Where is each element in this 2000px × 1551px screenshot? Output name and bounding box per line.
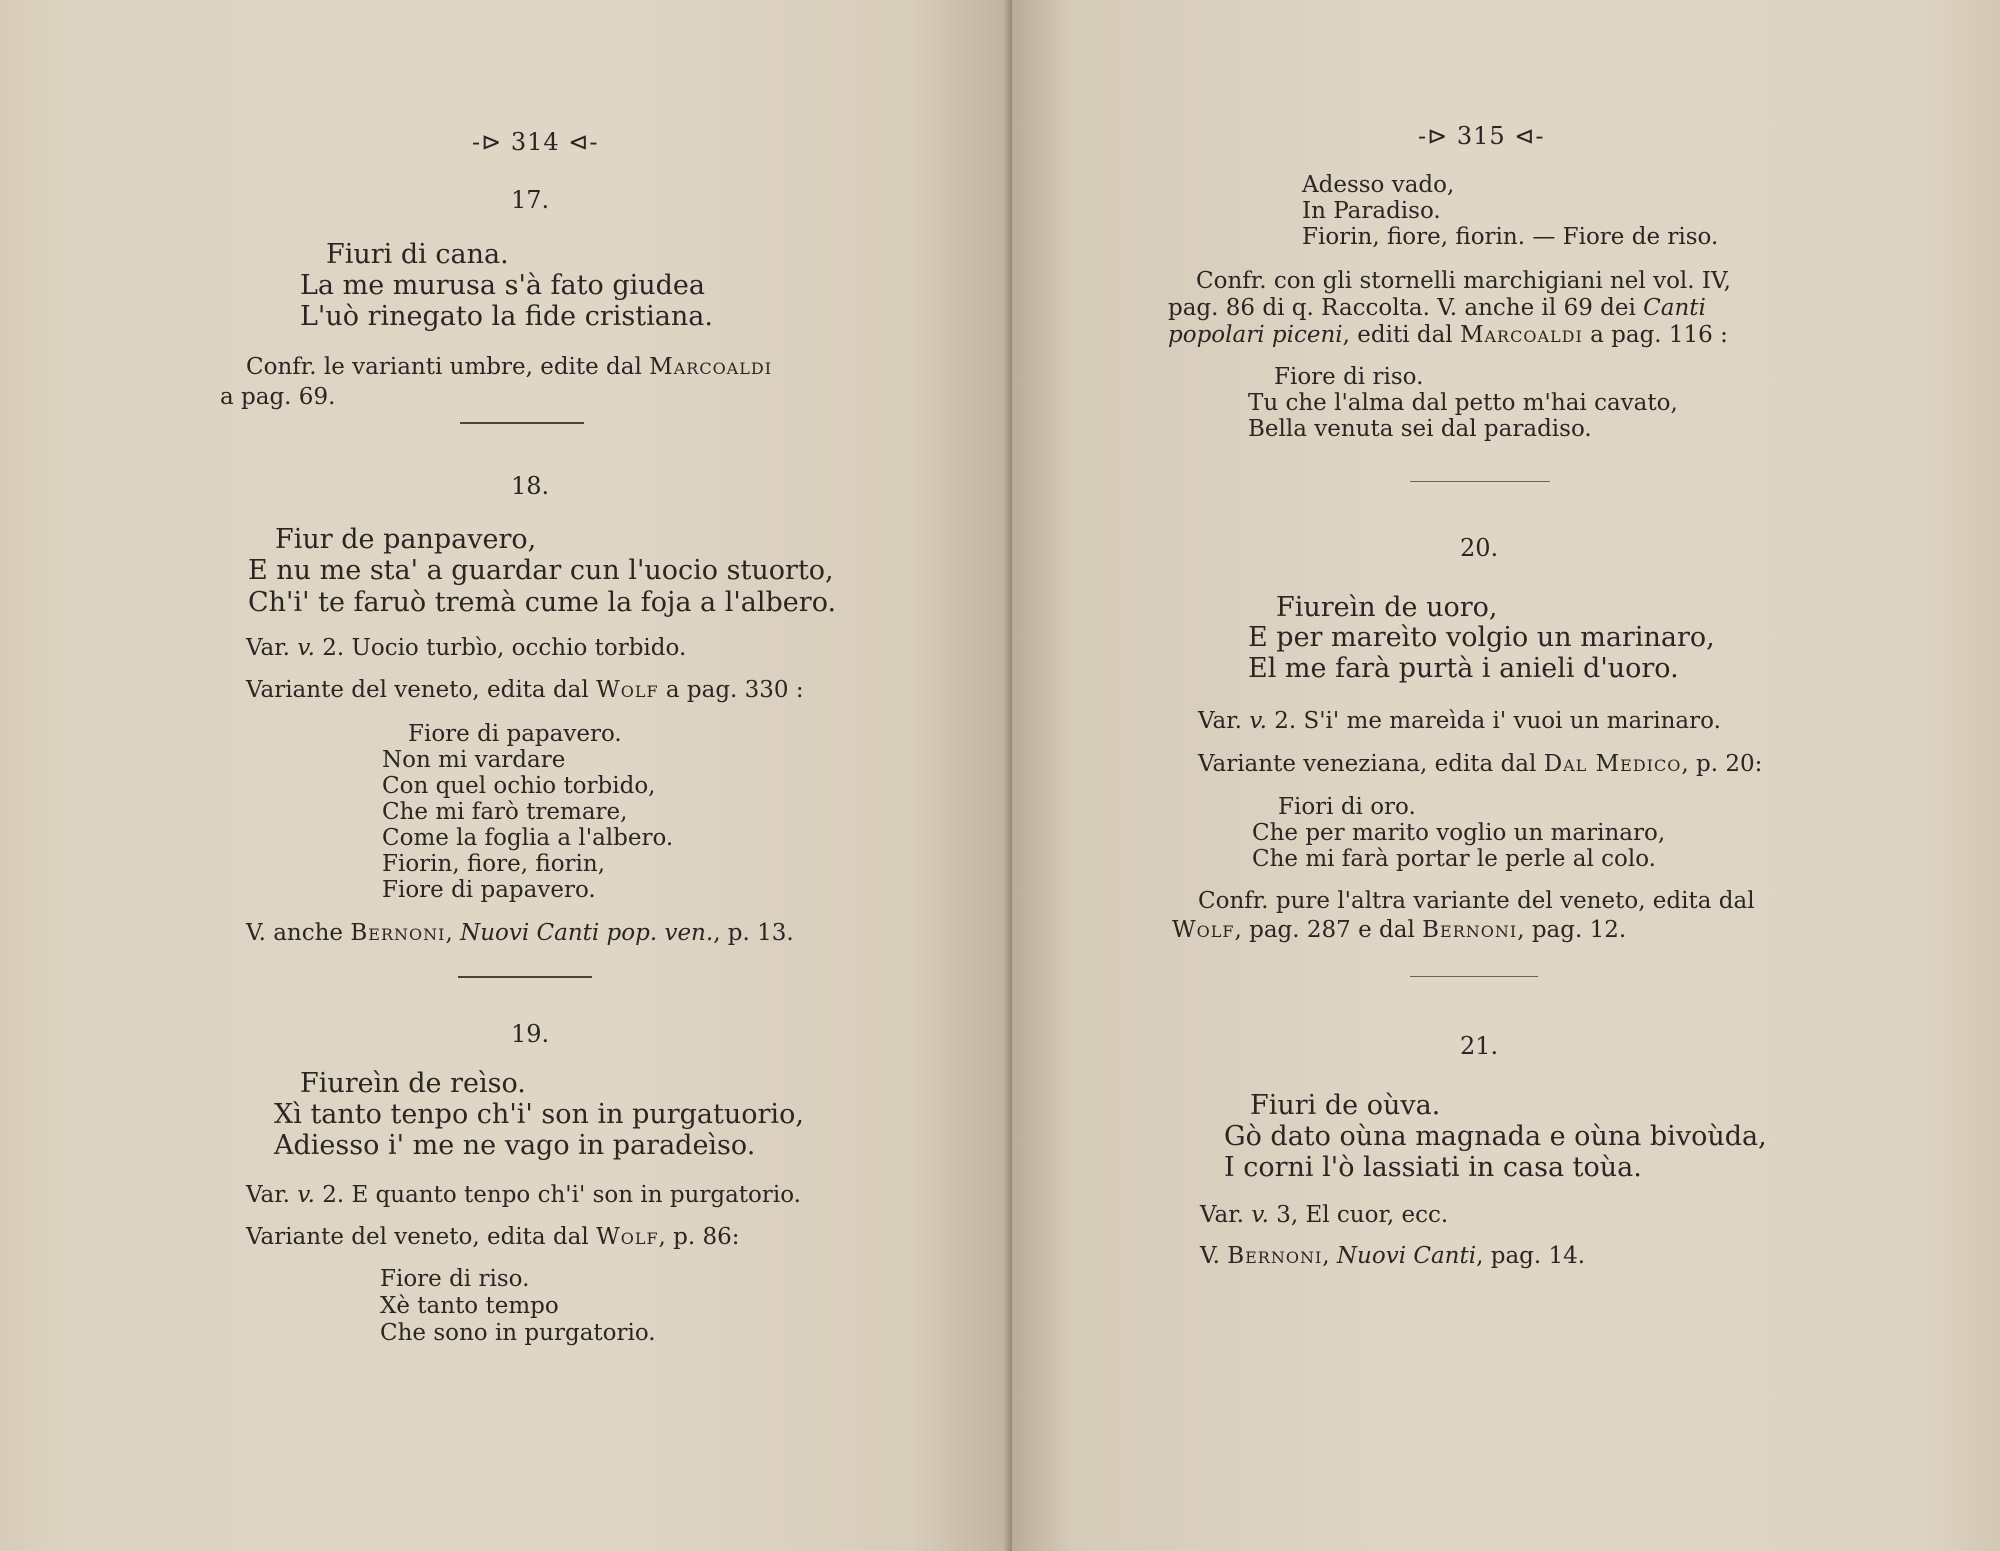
variant-note (1200, 1200, 1448, 1230)
variant-intro (1198, 749, 1762, 779)
variant-verse-line: Fiore di papavero. (382, 877, 596, 903)
page-number: -⊳ 315 ⊲- (1418, 122, 1545, 150)
variant-verse-line: Con quel ochio torbido, (382, 773, 656, 799)
var-label: Var. (1200, 1202, 1244, 1228)
author-name: Marcoaldi (1459, 322, 1583, 348)
page-number: -⊳ 314 ⊲- (472, 128, 599, 156)
reference-line: V. anche Bernoni, Nuovi Canti pop. ven., p. 13. (246, 920, 794, 946)
verse-line: Adiesso i' me ne vago in paradeìso. (274, 1130, 756, 1161)
verse-line: Fiureìn de reìso. (300, 1068, 526, 1099)
note-line: a pag. 69. (220, 384, 336, 410)
variant-verse-line: Bella venuta sei dal paradiso. (1248, 416, 1592, 442)
variant-intro (246, 675, 804, 705)
var-verse-label: v. (1251, 1202, 1269, 1228)
variant-verse-line: Che mi farò tremare, (382, 799, 628, 825)
note-line (1168, 293, 1706, 323)
variant-verse-line: Fiore di riso. (1274, 364, 1424, 390)
song-number: 17. (511, 186, 550, 214)
verse-line: Fiorin, fiore, fiorin. — Fiore de riso. (1302, 224, 1719, 250)
book-title: popolari piceni (1168, 322, 1343, 348)
note-text: , editi dal (1342, 322, 1460, 348)
author-name: Wolf (1172, 917, 1235, 943)
note-text: , p. 86: (658, 1224, 740, 1250)
note-line: Confr. pure l'altra variante del veneto, edita dal (1198, 888, 1755, 914)
note-text: , (1322, 1243, 1337, 1269)
variant-note (246, 633, 686, 663)
var-text: 2. E quanto tenpo ch'i' son in purgatorio. (322, 1182, 801, 1208)
author-name: Bernoni (1422, 917, 1518, 943)
variant-verse-line: Fiore di riso. (380, 1266, 530, 1292)
var-label: Var. (1198, 708, 1242, 734)
note-line (246, 352, 772, 382)
song-number: 18. (511, 472, 550, 500)
author-name: Bernoni (1227, 1243, 1323, 1269)
note-text: V. anche (246, 920, 351, 946)
variant-verse-line: Che sono in purgatorio. (380, 1320, 656, 1346)
note-line (1168, 320, 1728, 350)
var-label: Var. (246, 1182, 290, 1208)
verse-line: E nu me sta' a guardar cun l'uocio stuorto, (248, 555, 834, 586)
note-text: Variante del veneto, edita dal (246, 1224, 597, 1250)
verse-line: El me farà purtà i anieli d'uoro. (1248, 653, 1679, 684)
verse-line: Fiureìn de uoro, (1276, 592, 1498, 623)
author-name: Bernoni (350, 920, 446, 946)
variant-verse-line: Tu che l'alma dal petto m'hai cavato, (1248, 390, 1678, 416)
author-name: Dal Medico (1543, 751, 1682, 777)
variant-verse-line: Fiore di papavero. (408, 721, 622, 747)
note-line: Confr. con gli stornelli marchigiani nel vol. IV, (1196, 268, 1731, 294)
verse-line: E per mareìto volgio un marinaro, (1248, 622, 1715, 653)
verse-line: Gò dato oùna magnada e oùna bivoùda, (1224, 1121, 1767, 1152)
variant-verse-line: Fiorin, fiore, fiorin, (382, 851, 606, 877)
author-name: Wolf (596, 1224, 659, 1250)
book-title: Canti (1643, 295, 1706, 321)
var-text: 3, El cuor, ecc. (1276, 1202, 1449, 1228)
variant-intro (246, 1222, 740, 1252)
verse-line: L'uò rinegato la fide cristiana. (300, 301, 713, 332)
note-text: a pag. 330 : (658, 677, 804, 703)
note-text: , p. 20: (1681, 751, 1763, 777)
variant-verse-line: Che per marito voglio un marinaro, (1252, 820, 1666, 846)
author-name: Wolf (596, 677, 659, 703)
variant-verse-line: Xè tanto tempo (380, 1293, 559, 1319)
verse-line: Fiuri de oùva. (1250, 1090, 1441, 1121)
variant-verse-line: Non mi vardare (382, 747, 566, 773)
reference-line (1200, 1241, 1585, 1271)
note-line (1172, 915, 1626, 945)
book-title: Nuovi Canti (1336, 1243, 1477, 1269)
var-text: 2. S'i' me mareìda i' vuoi un marinaro. (1274, 708, 1721, 734)
var-verse-label: v. (297, 635, 315, 661)
section-divider (1410, 481, 1550, 482)
verse-line: Xì tanto tenpo ch'i' son in purgatuorio, (274, 1099, 804, 1130)
note-text: , pag. 14. (1476, 1243, 1586, 1269)
section-divider (458, 976, 592, 978)
book-title: Nuovi Canti pop. ven. (460, 920, 714, 946)
right-page (1012, 0, 2000, 1551)
note-text: pag. 86 di q. Raccolta. V. anche il 69 dei (1168, 295, 1644, 321)
verse-line: In Paradiso. (1302, 198, 1441, 224)
song-number: 20. (1460, 534, 1499, 562)
var-verse-label: v. (1249, 708, 1267, 734)
verse-line: Fiur de panpavero, (275, 524, 537, 555)
variant-note (246, 1180, 801, 1210)
note-text: , pag. 287 e dal (1234, 917, 1423, 943)
note-text: Variante veneziana, edita dal (1198, 751, 1544, 777)
var-label: Var. (246, 635, 290, 661)
verse-line: Fiuri di cana. (326, 239, 509, 270)
variant-verse-line: Fiori di oro. (1278, 794, 1416, 820)
verse-line: Ch'i' te faruò tremà cume la foja a l'albero. (248, 587, 837, 618)
variant-note (1198, 706, 1721, 736)
song-number: 19. (511, 1020, 550, 1048)
note-text: V. (1200, 1243, 1228, 1269)
author-name: Marcoaldi (649, 354, 773, 380)
page-number-value: 315 (1456, 122, 1506, 150)
verse-line: La me murusa s'à fato giudea (300, 270, 705, 301)
note-text: a pag. 116 : (1582, 322, 1728, 348)
variant-verse-line: Come la foglia a l'albero. (382, 825, 674, 851)
song-number: 21. (1460, 1032, 1499, 1060)
verse-line: Adesso vado, (1302, 172, 1455, 198)
note-text: Confr. le varianti umbre, edite dal (246, 354, 650, 380)
section-divider (460, 422, 584, 424)
section-divider (1410, 976, 1538, 977)
var-text: 2. Uocio turbìo, occhio torbido. (322, 635, 687, 661)
note-text: , p. 13. (713, 920, 794, 946)
variant-verse-line: Che mi farà portar le perle al colo. (1252, 846, 1656, 872)
note-text: , pag. 12. (1517, 917, 1627, 943)
note-text: Variante del veneto, edita dal (246, 677, 597, 703)
var-verse-label: v. (297, 1182, 315, 1208)
verse-line: I corni l'ò lassiati in casa toùa. (1224, 1152, 1642, 1183)
page-number-value: 314 (510, 128, 560, 156)
